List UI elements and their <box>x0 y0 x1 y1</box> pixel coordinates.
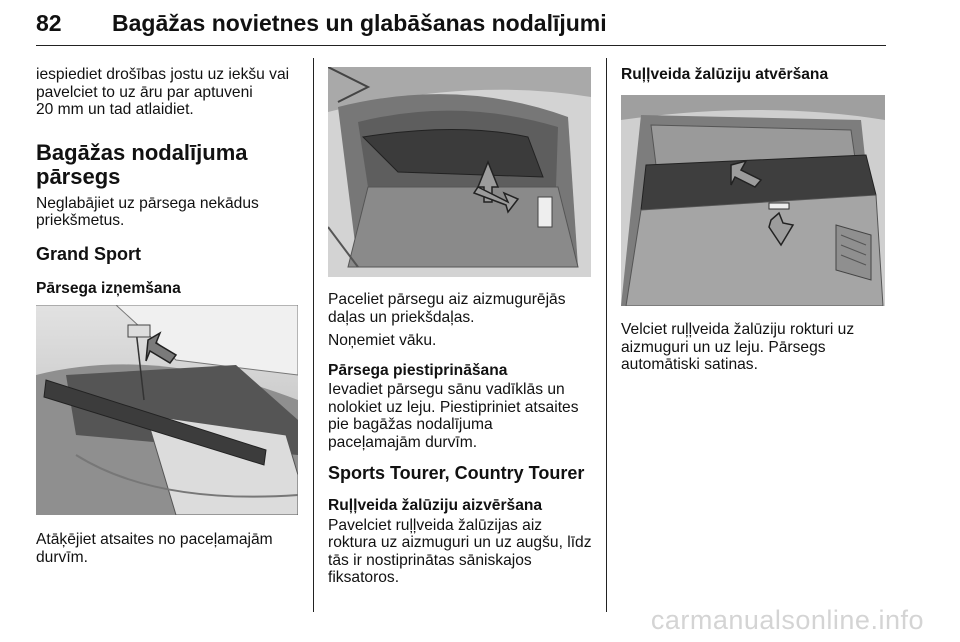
subheading-removal: Pārsega izņemšana <box>36 279 181 297</box>
model-heading-grand-sport: Grand Sport <box>36 243 142 264</box>
subheading-attach: Pārsega piestiprināšana <box>328 361 508 379</box>
section-heading: Bagāžas nodalījuma pārsegs <box>36 139 248 189</box>
paragraph-close-blind: Pavelciet ruļļveida žalūzijas aiz roktura uz aizmuguri un uz augšu, līdz tās ir nostiprinātas sāniskajos fiksatoros. <box>328 516 592 586</box>
paragraph-lift-cover: Paceliet pārsegu aiz aizmugurējās daļas un priekšdaļas. <box>328 291 566 326</box>
column-2 <box>328 291 598 587</box>
subheading-close-blind: Ruļļveida žalūziju aizvēršana <box>328 497 543 514</box>
warning-paragraph: Neglabājiet uz pārsega nekādus priekšmetus. <box>36 194 259 229</box>
column-3-bottom <box>621 321 886 374</box>
page-title: Bagāžas novietnes un glabāšanas nodalījumi <box>112 10 607 36</box>
subheading-open-blind: Ruļļveida žalūziju atvēršana <box>621 66 829 83</box>
header-divider <box>36 45 886 46</box>
intro-paragraph: iespiediet drošības jostu uz iekšu vai pavelciet to uz āru par aptuveni 20 mm un tad atlaidiet. <box>36 66 290 118</box>
paragraph-attach: Ievadiet pārsegu sānu vadīklās un nolokiet uz leju. Piestipriniet atsaites pie bagāžas nodalījuma paceļamajām durvīm. <box>328 381 579 451</box>
column-1 <box>36 66 304 297</box>
figure-roller-blind <box>621 95 885 306</box>
paragraph-open-blind: Velciet ruļļveida žalūziju rokturi uz aizmuguri un uz leju. Pārsegs automātiski satinas. <box>621 321 855 373</box>
watermark: carmanualsonline.info <box>650 605 924 635</box>
column-divider-2 <box>606 58 607 612</box>
paragraph-remove-cover: Noņemiet vāku. <box>328 332 437 349</box>
figure-caption-1: Atāķējiet atsaites no paceļamajām durvīm. <box>36 531 273 566</box>
figure-cover-lift <box>328 67 591 277</box>
figure-strap-removal <box>36 305 298 515</box>
page-number: 82 <box>36 10 62 36</box>
column-divider-1 <box>313 58 314 612</box>
column-3 <box>621 66 886 84</box>
column-1-bottom <box>36 531 304 566</box>
model-heading-sports-tourer: Sports Tourer, Country Tourer <box>328 463 585 483</box>
